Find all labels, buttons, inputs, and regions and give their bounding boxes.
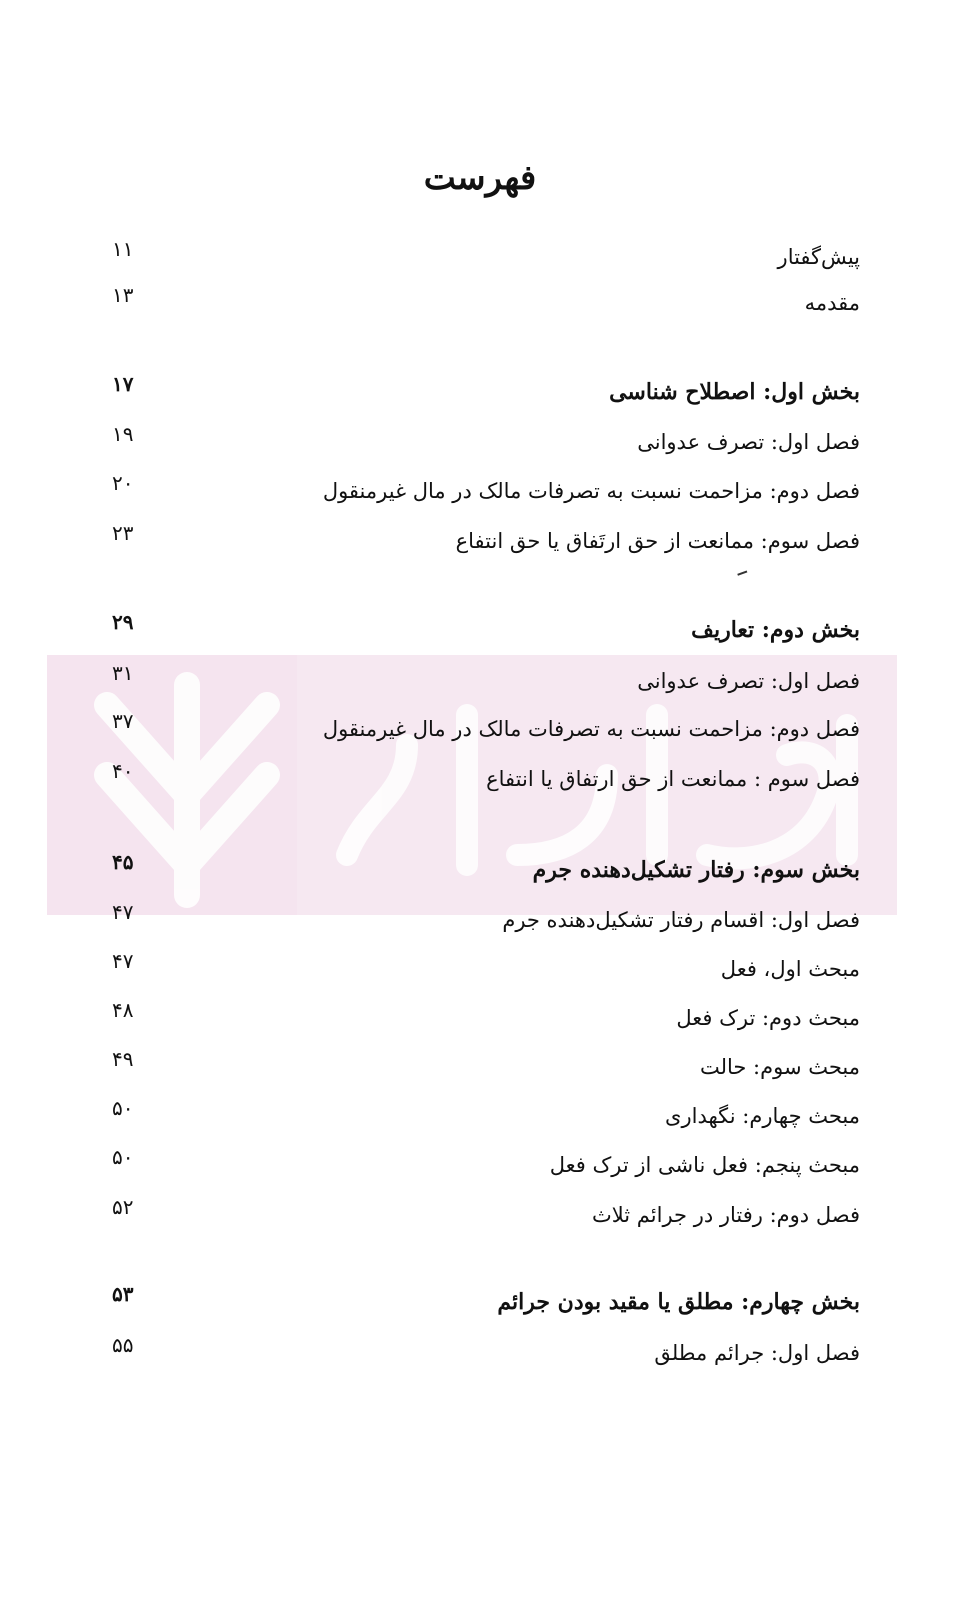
toc-entry-page: ۴۸: [112, 998, 134, 1022]
toc-entry-page: ۲۰: [112, 471, 134, 495]
toc-entry: [0, 1047, 960, 1087]
page-title: فهرست: [423, 158, 537, 198]
toc-part-label: بخش سوم: رفتار تشکیل‌دهنده جرم: [532, 857, 860, 883]
toc-entry-page: ۴۷: [112, 949, 134, 973]
toc-entry-label: مبحث چهارم: نگهداری: [665, 1104, 860, 1128]
toc-entry-label: مبحث اول، فعل: [720, 957, 860, 981]
toc-entry-label: فصل سوم : ممانعت از حق ارتفاق یا انتفاع: [486, 767, 860, 791]
toc-entry: [0, 1145, 960, 1185]
toc-part-label: بخش دوم: تعاریف: [691, 617, 860, 643]
toc-part-page: ۵۳: [112, 1282, 134, 1306]
toc-entry-page: ۵۲: [112, 1195, 134, 1219]
toc-entry-page: ۴۰: [112, 759, 134, 783]
toc-part: [0, 610, 960, 650]
toc-entry-label: پیش‌گفتار: [777, 245, 860, 269]
toc-entry-page: ۵۰: [112, 1145, 134, 1169]
toc-entry: [0, 949, 960, 989]
toc-entry-page: ۱۱: [112, 237, 134, 261]
toc-part-label: بخش چهارم: مطلق یا مقید بودن جرائم: [497, 1289, 860, 1315]
toc-part: [0, 1282, 960, 1322]
toc-entry-page: ۱۹: [112, 422, 134, 446]
toc-entry-label: مبحث پنجم: فعل ناشی از ترک فعل: [549, 1153, 860, 1177]
toc-entry-page: ۳۱: [112, 661, 134, 685]
toc-entry-page: ۱۳: [112, 283, 134, 307]
toc-part-page: ۴۵: [112, 850, 134, 874]
toc-entry: [0, 1195, 960, 1235]
toc-entry-page: ۴۹: [112, 1047, 134, 1071]
toc-entry: [0, 1096, 960, 1136]
toc-entry: [0, 237, 960, 277]
toc-part-page: ۲۹: [112, 610, 134, 634]
toc-entry: [0, 1333, 960, 1373]
toc-entry-label: مبحث سوم: حالت: [699, 1055, 860, 1079]
toc-entry: [0, 709, 960, 749]
toc-entry: [0, 998, 960, 1038]
toc-entry: [0, 283, 960, 323]
toc-entry-label: فصل اول: تصرف عدوانی: [637, 669, 860, 693]
toc-entry-label: فصل دوم: مزاحمت نسبت به تصرفات مالک در مال غیرمنقول: [322, 479, 860, 503]
toc-entry-label: فصل اول: اقسام رفتار تشکیل‌دهنده جرم: [502, 908, 860, 932]
toc-entry-label: فصل دوم: مزاحمت نسبت به تصرفات مالک در مال غیرمنقول: [322, 717, 860, 741]
toc-entry-label: مقدمه: [804, 291, 860, 315]
toc-entry: [0, 521, 960, 561]
toc-entry-page: ۴۷: [112, 900, 134, 924]
toc-entry-page: ۵۵: [112, 1333, 134, 1357]
toc-entry-label: فصل سوم: ممانعت از حق ارتَفاق یا حق انتفاع: [455, 529, 860, 553]
toc-entry-label: فصل اول: تصرف عدوانی: [637, 430, 860, 454]
toc-entry: [0, 422, 960, 462]
toc-entry: [0, 661, 960, 701]
toc-entry-label: مبحث دوم: ترک فعل: [676, 1006, 860, 1030]
toc-part: [0, 372, 960, 412]
toc-entry: [0, 900, 960, 940]
toc-entry: [0, 471, 960, 511]
toc-part-label: بخش اول: اصطلاح شناسی: [609, 379, 860, 405]
toc-entry-label: فصل دوم: رفتار در جرائم ثلاث: [591, 1203, 860, 1227]
toc-entry-page: ۳۷: [112, 709, 134, 733]
toc-part: [0, 850, 960, 890]
toc-entry-label: فصل اول: جرائم مطلق: [654, 1341, 860, 1365]
toc-entry-page: ۲۳: [112, 521, 134, 545]
toc-entry: [0, 759, 960, 799]
toc-entry-page: ۵۰: [112, 1096, 134, 1120]
toc-part-page: ۱۷: [112, 372, 134, 396]
